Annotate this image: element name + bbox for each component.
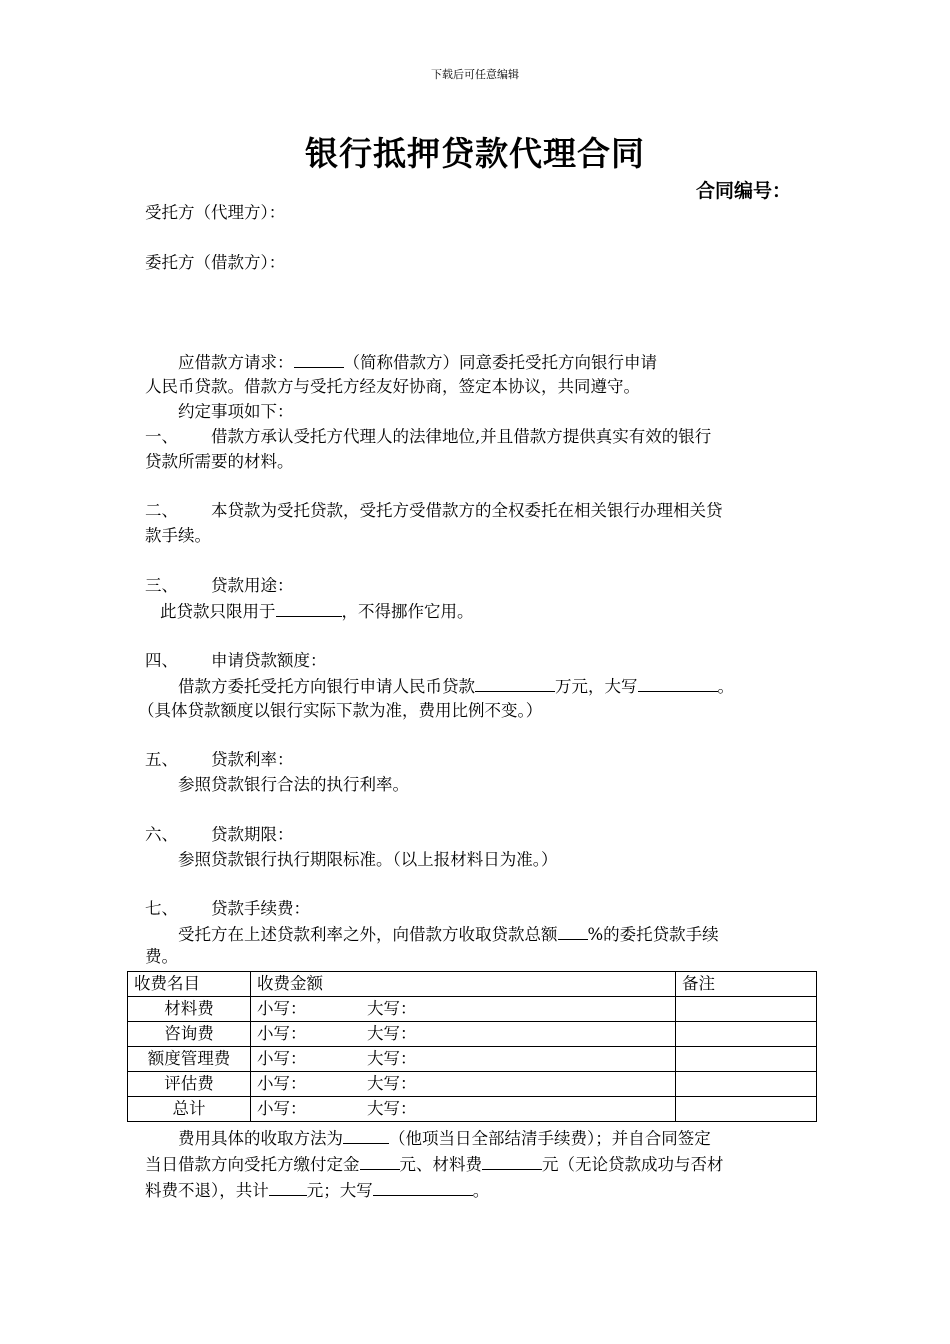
section-7-body-cont: 费。 bbox=[145, 947, 178, 966]
remarks-cell bbox=[676, 1022, 817, 1047]
remarks-cell bbox=[676, 1097, 817, 1122]
section-heading: 贷款用途： bbox=[211, 576, 294, 595]
table-row bbox=[128, 1097, 817, 1122]
small-label: 小写： bbox=[257, 1074, 307, 1093]
section-number: 七、 bbox=[145, 899, 178, 918]
section-5-body: 参照贷款银行合法的执行利率。 bbox=[178, 775, 409, 794]
big-label: 大写： bbox=[367, 1024, 417, 1043]
section-4-note: （具体贷款额度以银行实际下款为准，费用比例不变。） bbox=[138, 701, 543, 720]
section-1-line-2: 贷款所需要的材料。 bbox=[145, 452, 294, 471]
fee-item-name: 额度管理费 bbox=[128, 1047, 251, 1072]
small-label: 小写： bbox=[257, 1099, 307, 1118]
small-label: 小写： bbox=[257, 999, 307, 1018]
borrower-name-blank bbox=[294, 352, 344, 368]
closing-text: （他项当日全部结清手续费）；并自合同签定 bbox=[389, 1129, 711, 1148]
section-text: 此贷款只限用于 bbox=[160, 602, 276, 621]
closing-text: 元、材料费 bbox=[399, 1155, 482, 1174]
trustor-label: 委托方（借款方）： bbox=[145, 253, 286, 272]
table-row bbox=[128, 1047, 817, 1072]
fee-amount-cell bbox=[251, 1022, 676, 1047]
section-text: 借款方承认受托方代理人的法律地位,并且借款方提供真实有效的银行 bbox=[211, 427, 712, 446]
section-heading: 贷款期限： bbox=[211, 825, 294, 844]
section-1-line-1 bbox=[145, 427, 711, 447]
intro-text: 应借款方请求： bbox=[178, 353, 294, 372]
small-label: 小写： bbox=[257, 1024, 307, 1043]
closing-text: 费用具体的收取方法为 bbox=[178, 1129, 343, 1148]
section-text: 。 bbox=[717, 677, 734, 696]
header-fee-item: 收费名目 bbox=[128, 972, 251, 997]
fee-amount-cell bbox=[251, 1072, 676, 1097]
closing-line-2 bbox=[145, 1154, 724, 1175]
page-title: 银行抵押贷款代理合同 bbox=[305, 134, 645, 173]
intro-text: （简称借款方）同意委托受托方向银行申请 bbox=[343, 353, 657, 372]
trustee-label: 受托方（代理方）： bbox=[145, 203, 286, 222]
fee-amount-cell bbox=[251, 1097, 676, 1122]
intro-line-2: 人民币贷款。借款方与受托方经友好协商，签定本协议，共同遵守。 bbox=[145, 377, 640, 396]
loan-amount-blank bbox=[475, 676, 555, 692]
section-text: 借款方委托受托方向银行申请人民币贷款 bbox=[178, 677, 475, 696]
intro-line-3: 约定事项如下： bbox=[178, 402, 294, 421]
section-4-body bbox=[178, 676, 734, 697]
section-text: 本贷款为受托贷款，受托方受借款方的全权委托在相关银行办理相关贷 bbox=[211, 501, 723, 520]
header-remarks: 备注 bbox=[676, 972, 817, 997]
section-6-heading bbox=[145, 825, 294, 845]
remarks-cell bbox=[676, 997, 817, 1022]
fee-amount-cell bbox=[251, 997, 676, 1022]
section-7-body bbox=[178, 924, 719, 945]
fee-item-name: 评估费 bbox=[128, 1072, 251, 1097]
closing-text: 元（无论贷款成功与否材 bbox=[542, 1155, 724, 1174]
closing-text: 元；大写 bbox=[306, 1181, 373, 1200]
total-blank bbox=[269, 1180, 307, 1196]
big-label: 大写： bbox=[367, 999, 417, 1018]
section-4-heading bbox=[145, 651, 327, 671]
table-row bbox=[128, 1072, 817, 1097]
section-text: 受托方在上述贷款利率之外，向借款方收取贷款总额 bbox=[178, 925, 558, 944]
section-heading: 贷款手续费： bbox=[211, 899, 310, 918]
section-heading: 申请贷款额度： bbox=[211, 651, 327, 670]
header-fee-amount: 收费金额 bbox=[251, 972, 676, 997]
table-row bbox=[128, 997, 817, 1022]
section-2-line-1 bbox=[145, 501, 723, 521]
closing-line-3 bbox=[145, 1180, 489, 1201]
big-label: 大写： bbox=[367, 1049, 417, 1068]
section-number: 二、 bbox=[145, 501, 178, 520]
loan-purpose-blank bbox=[276, 601, 342, 617]
section-text: 万元，大写 bbox=[555, 677, 638, 696]
section-7-heading bbox=[145, 899, 310, 919]
fee-item-name: 材料费 bbox=[128, 997, 251, 1022]
table-row bbox=[128, 1022, 817, 1047]
fee-item-name: 咨询费 bbox=[128, 1022, 251, 1047]
small-label: 小写： bbox=[257, 1049, 307, 1068]
total-words-blank bbox=[373, 1180, 473, 1196]
section-6-body: 参照贷款银行执行期限标准。（以上报材料日为准。） bbox=[178, 850, 558, 869]
header-note: 下载后可任意编辑 bbox=[431, 68, 519, 81]
section-number: 六、 bbox=[145, 825, 178, 844]
section-number: 五、 bbox=[145, 750, 178, 769]
deposit-blank bbox=[360, 1154, 400, 1170]
section-3-heading bbox=[145, 576, 294, 596]
fee-table-header bbox=[128, 972, 817, 997]
closing-text: 当日借款方向受托方缴付定金 bbox=[145, 1155, 360, 1174]
closing-text: 料费不退），共计 bbox=[145, 1181, 269, 1200]
remarks-cell bbox=[676, 1072, 817, 1097]
remarks-cell bbox=[676, 1047, 817, 1072]
section-text: %的委托贷款手续 bbox=[587, 925, 719, 944]
section-heading: 贷款利率： bbox=[211, 750, 294, 769]
section-5-heading bbox=[145, 750, 294, 770]
section-number: 四、 bbox=[145, 651, 178, 670]
material-fee-blank bbox=[482, 1154, 542, 1170]
section-number: 一、 bbox=[145, 427, 178, 446]
closing-line-1 bbox=[178, 1128, 711, 1149]
section-number: 三、 bbox=[145, 576, 178, 595]
closing-text: 。 bbox=[472, 1181, 490, 1200]
loan-amount-words-blank bbox=[638, 676, 718, 692]
fee-item-name: 总计 bbox=[128, 1097, 251, 1122]
contract-number-label: 合同编号： bbox=[696, 180, 792, 202]
fee-percent-blank bbox=[558, 924, 588, 940]
intro-line-1 bbox=[178, 352, 657, 373]
fee-amount-cell bbox=[251, 1047, 676, 1072]
big-label: 大写： bbox=[367, 1099, 417, 1118]
fee-table bbox=[127, 971, 817, 1122]
big-label: 大写： bbox=[367, 1074, 417, 1093]
payment-method-blank bbox=[343, 1128, 389, 1144]
section-2-line-2: 款手续。 bbox=[145, 526, 211, 545]
section-text: ，不得挪作它用。 bbox=[341, 602, 474, 621]
section-3-body bbox=[160, 601, 474, 622]
